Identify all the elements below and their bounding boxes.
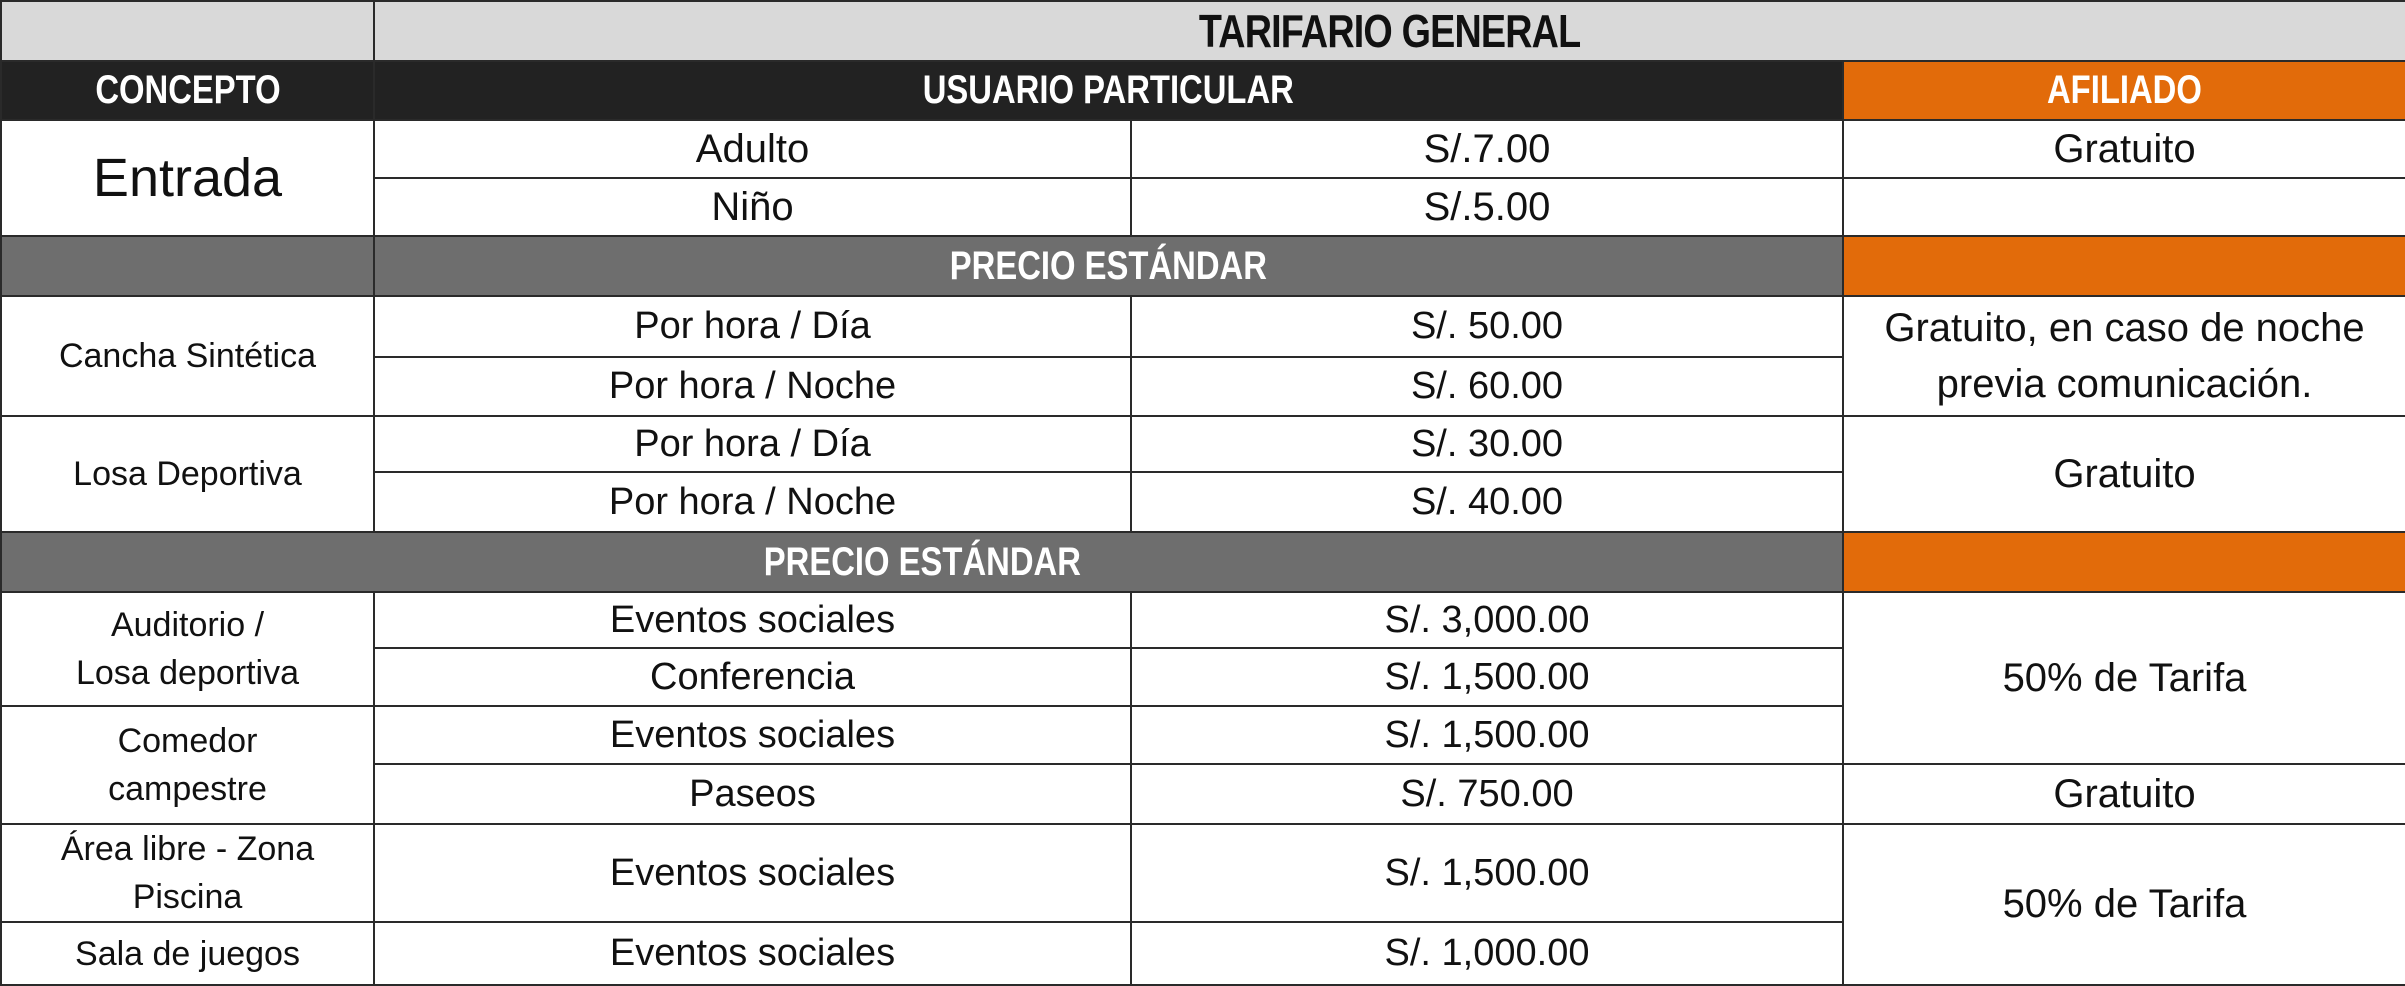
type-cell: Eventos sociales xyxy=(374,592,1131,648)
section-afiliado-cell-2 xyxy=(1843,532,2405,592)
type-cell: Eventos sociales xyxy=(374,824,1131,922)
concept-comedor: Comedor campestre xyxy=(1,706,374,824)
type-cell: Por hora / Día xyxy=(374,296,1131,357)
price-cell: S/. 30.00 xyxy=(1131,416,1843,472)
section-precio-estandar: PRECIO ESTÁNDAR xyxy=(374,236,1843,296)
afiliado-50-tarifa-cell: 50% de Tarifa xyxy=(1843,592,2405,764)
afiliado-50-tarifa-cell-2: 50% de Tarifa xyxy=(1843,824,2405,985)
header-usuario-particular: USUARIO PARTICULAR xyxy=(374,61,1843,120)
price-cell: S/.5.00 xyxy=(1131,178,1843,236)
afiliado-losa-cell: Gratuito xyxy=(1843,416,2405,532)
type-cell: Conferencia xyxy=(374,648,1131,706)
price-cell: S/. 1,000.00 xyxy=(1131,922,1843,985)
type-cell: Por hora / Noche xyxy=(374,357,1131,416)
type-cell: Adulto xyxy=(374,120,1131,178)
afiliado-cell: Gratuito xyxy=(1843,120,2405,178)
section-precio-estandar-2: PRECIO ESTÁNDAR xyxy=(1,532,1843,592)
price-cell: S/. 60.00 xyxy=(1131,357,1843,416)
price-cell: S/. 750.00 xyxy=(1131,764,1843,824)
price-cell: S/. 1,500.00 xyxy=(1131,824,1843,922)
afiliado-empty-cell xyxy=(1843,178,2405,236)
afiliado-paseos-cell: Gratuito xyxy=(1843,764,2405,824)
table-row xyxy=(1,416,2405,472)
type-cell: Paseos xyxy=(374,764,1131,824)
section-corner-cell xyxy=(1,236,374,296)
price-cell: S/. 1,500.00 xyxy=(1131,706,1843,764)
type-cell: Eventos sociales xyxy=(374,706,1131,764)
price-cell: S/. 40.00 xyxy=(1131,472,1843,532)
page-title: TARIFARIO GENERAL xyxy=(374,1,2405,61)
type-cell: Eventos sociales xyxy=(374,922,1131,985)
concept-losa: Losa Deportiva xyxy=(1,416,374,532)
section-afiliado-cell xyxy=(1843,236,2405,296)
title-corner-cell xyxy=(1,1,374,61)
afiliado-cancha-cell: Gratuito, en caso de noche previa comunicación. xyxy=(1843,296,2405,416)
header-afiliado: AFILIADO xyxy=(1843,61,2405,120)
concept-area-libre: Área libre - Zona Piscina xyxy=(1,824,374,922)
type-cell: Por hora / Noche xyxy=(374,472,1131,532)
price-cell: S/. 3,000.00 xyxy=(1131,592,1843,648)
table-row xyxy=(1,296,2405,357)
table-row xyxy=(1,120,2405,178)
concept-cancha: Cancha Sintética xyxy=(1,296,374,416)
price-cell: S/. 1,500.00 xyxy=(1131,648,1843,706)
type-cell: Por hora / Día xyxy=(374,416,1131,472)
price-cell: S/. 50.00 xyxy=(1131,296,1843,357)
type-cell: Niño xyxy=(374,178,1131,236)
concept-auditorio: Auditorio / Losa deportiva xyxy=(1,592,374,706)
concept-entrada: Entrada xyxy=(1,120,374,236)
price-cell: S/.7.00 xyxy=(1131,120,1843,178)
table-row xyxy=(1,824,2405,922)
table-row xyxy=(1,592,2405,648)
header-concepto: CONCEPTO xyxy=(1,61,374,120)
concept-sala-juegos: Sala de juegos xyxy=(1,922,374,985)
